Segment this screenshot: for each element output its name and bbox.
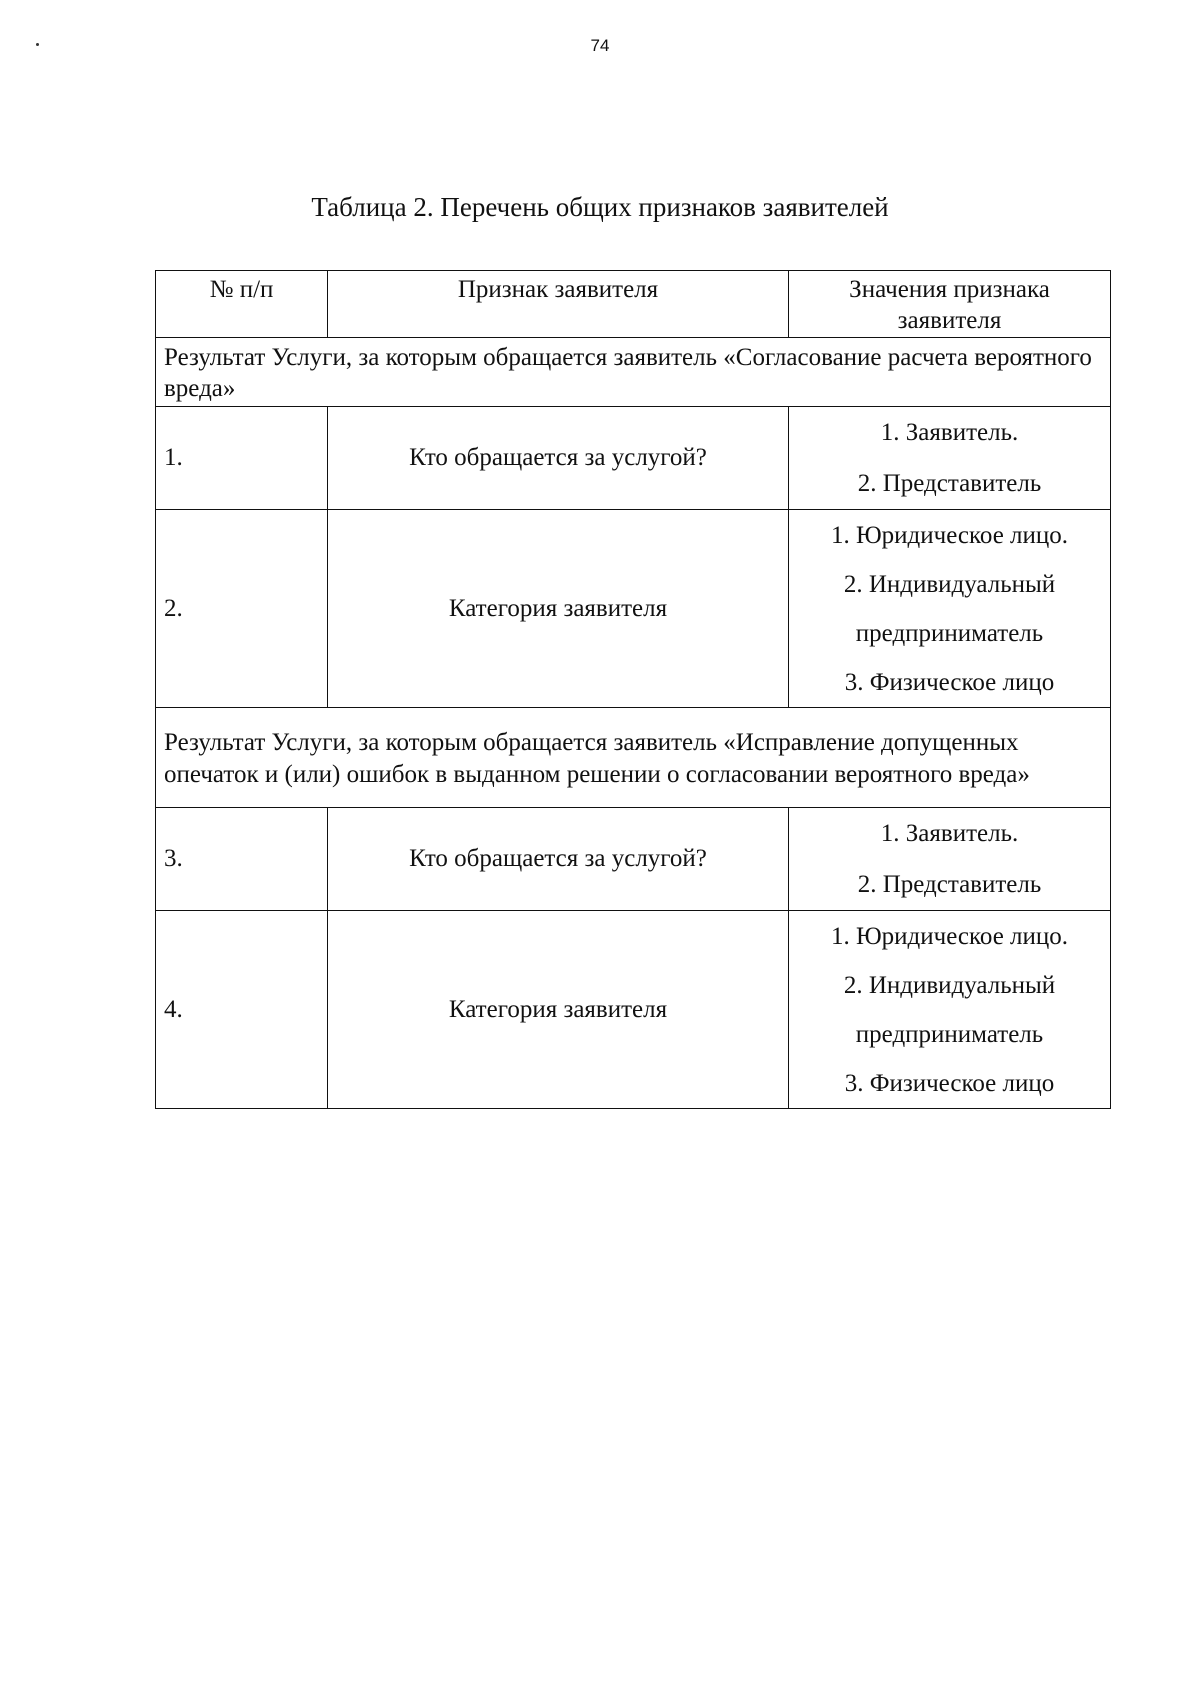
row-number: 3.	[156, 808, 328, 911]
table-caption: Таблица 2. Перечень общих признаков заявителей	[311, 192, 889, 222]
table-row	[156, 911, 1111, 1109]
row-number: 2.	[156, 510, 328, 708]
section-row	[156, 708, 1111, 808]
row-attribute: Кто обращается за услугой?	[328, 407, 789, 510]
value-item: 1. Юридическое лицо.	[830, 521, 1069, 549]
value-item: 3. Физическое лицо	[844, 1069, 1055, 1097]
row-attribute: Кто обращается за услугой?	[328, 808, 789, 911]
value-item: 3. Физическое лицо	[844, 668, 1055, 696]
row-number: 4.	[156, 911, 328, 1109]
value-item: 1. Заявитель.	[880, 419, 1019, 446]
page-number: 74	[590, 36, 610, 55]
value-item: 2. Индивидуальный	[843, 570, 1056, 598]
header-values: Значения признака заявителя	[789, 271, 1111, 338]
table-row	[156, 407, 1111, 510]
section-title: Результат Услуги, за которым обращается заявитель «Исправление допущенных опечаток и (или) ошибок в выданном решении о согласовании вероятного вреда»	[156, 708, 1111, 808]
value-item: 2. Представитель	[857, 470, 1042, 497]
row-attribute: Категория заявителя	[328, 911, 789, 1109]
value-item: предприниматель	[855, 1020, 1044, 1048]
header-attribute: Признак заявителя	[328, 271, 789, 338]
table-row	[156, 808, 1111, 911]
value-item: 1. Заявитель.	[880, 820, 1019, 847]
header-number: № п/п	[156, 271, 328, 338]
value-item: 2. Индивидуальный	[843, 971, 1056, 999]
section-row	[156, 337, 1111, 407]
value-item: предприниматель	[855, 619, 1044, 647]
row-values	[789, 808, 1111, 911]
row-values	[789, 911, 1111, 1109]
applicant-features-table	[155, 270, 1111, 1109]
section-title: Результат Услуги, за которым обращается заявитель «Согласование расчета вероятного вреда»	[156, 337, 1111, 407]
table-row	[156, 510, 1111, 708]
table-header-row	[156, 271, 1111, 338]
row-values	[789, 407, 1111, 510]
row-values	[789, 510, 1111, 708]
value-item: 2. Представитель	[857, 871, 1042, 898]
row-attribute: Категория заявителя	[328, 510, 789, 708]
row-number: 1.	[156, 407, 328, 510]
value-item: 1. Юридическое лицо.	[830, 922, 1069, 950]
